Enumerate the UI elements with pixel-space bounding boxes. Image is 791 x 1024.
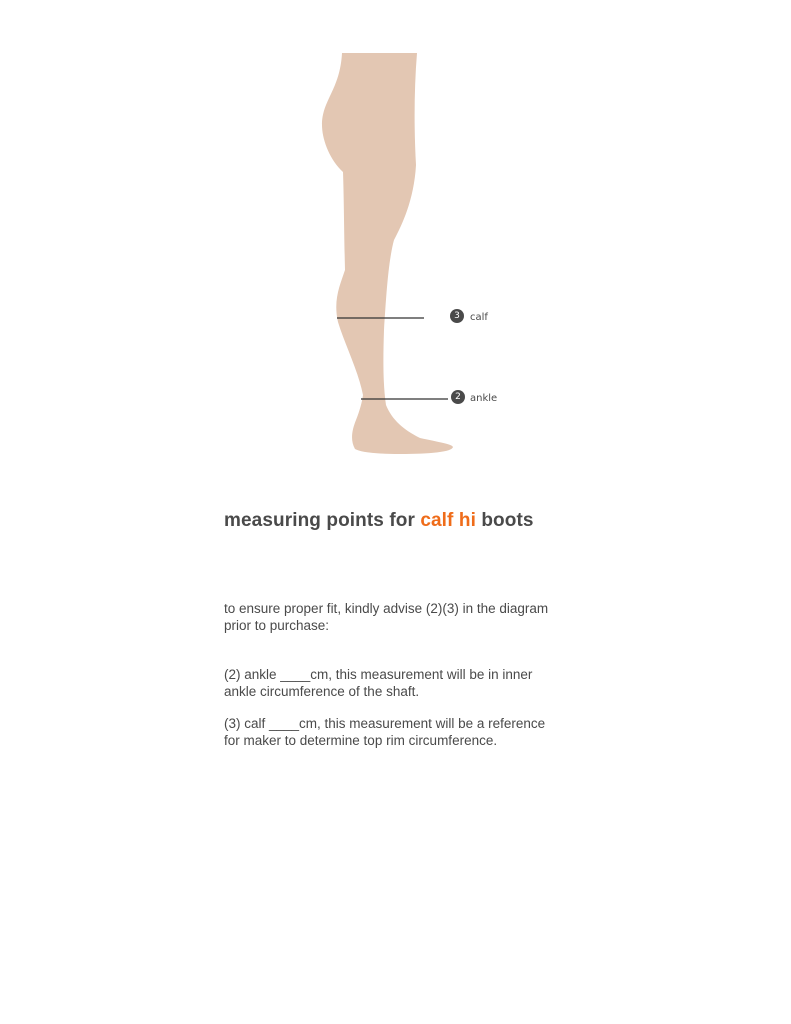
leg-silhouette xyxy=(322,53,453,454)
title-suffix: boots xyxy=(475,510,534,531)
ankle-measurement-note: (2) ankle ____cm, this measurement will be in inner ankle circumference of the shaft. xyxy=(224,667,533,699)
calf-measurement-note: (3) calf ____cm, this measurement will be a reference for maker to determine top rim circumference. xyxy=(224,716,546,748)
intro-text: to ensure proper fit, kindly advise (2)(3) in the diagram prior to purchase: xyxy=(224,601,549,633)
ankle-marker xyxy=(451,390,497,404)
leg-measurement-diagram xyxy=(0,0,791,470)
ankle-marker-label: ankle xyxy=(470,393,498,404)
title-highlight: calf hi xyxy=(420,510,476,531)
calf-marker xyxy=(450,309,488,323)
calf-marker-number: 3 xyxy=(454,311,460,321)
ankle-marker-number: 2 xyxy=(455,392,461,402)
title-prefix: measuring points for xyxy=(224,510,421,531)
calf-marker-label: calf xyxy=(470,312,488,323)
page-title xyxy=(224,510,534,532)
